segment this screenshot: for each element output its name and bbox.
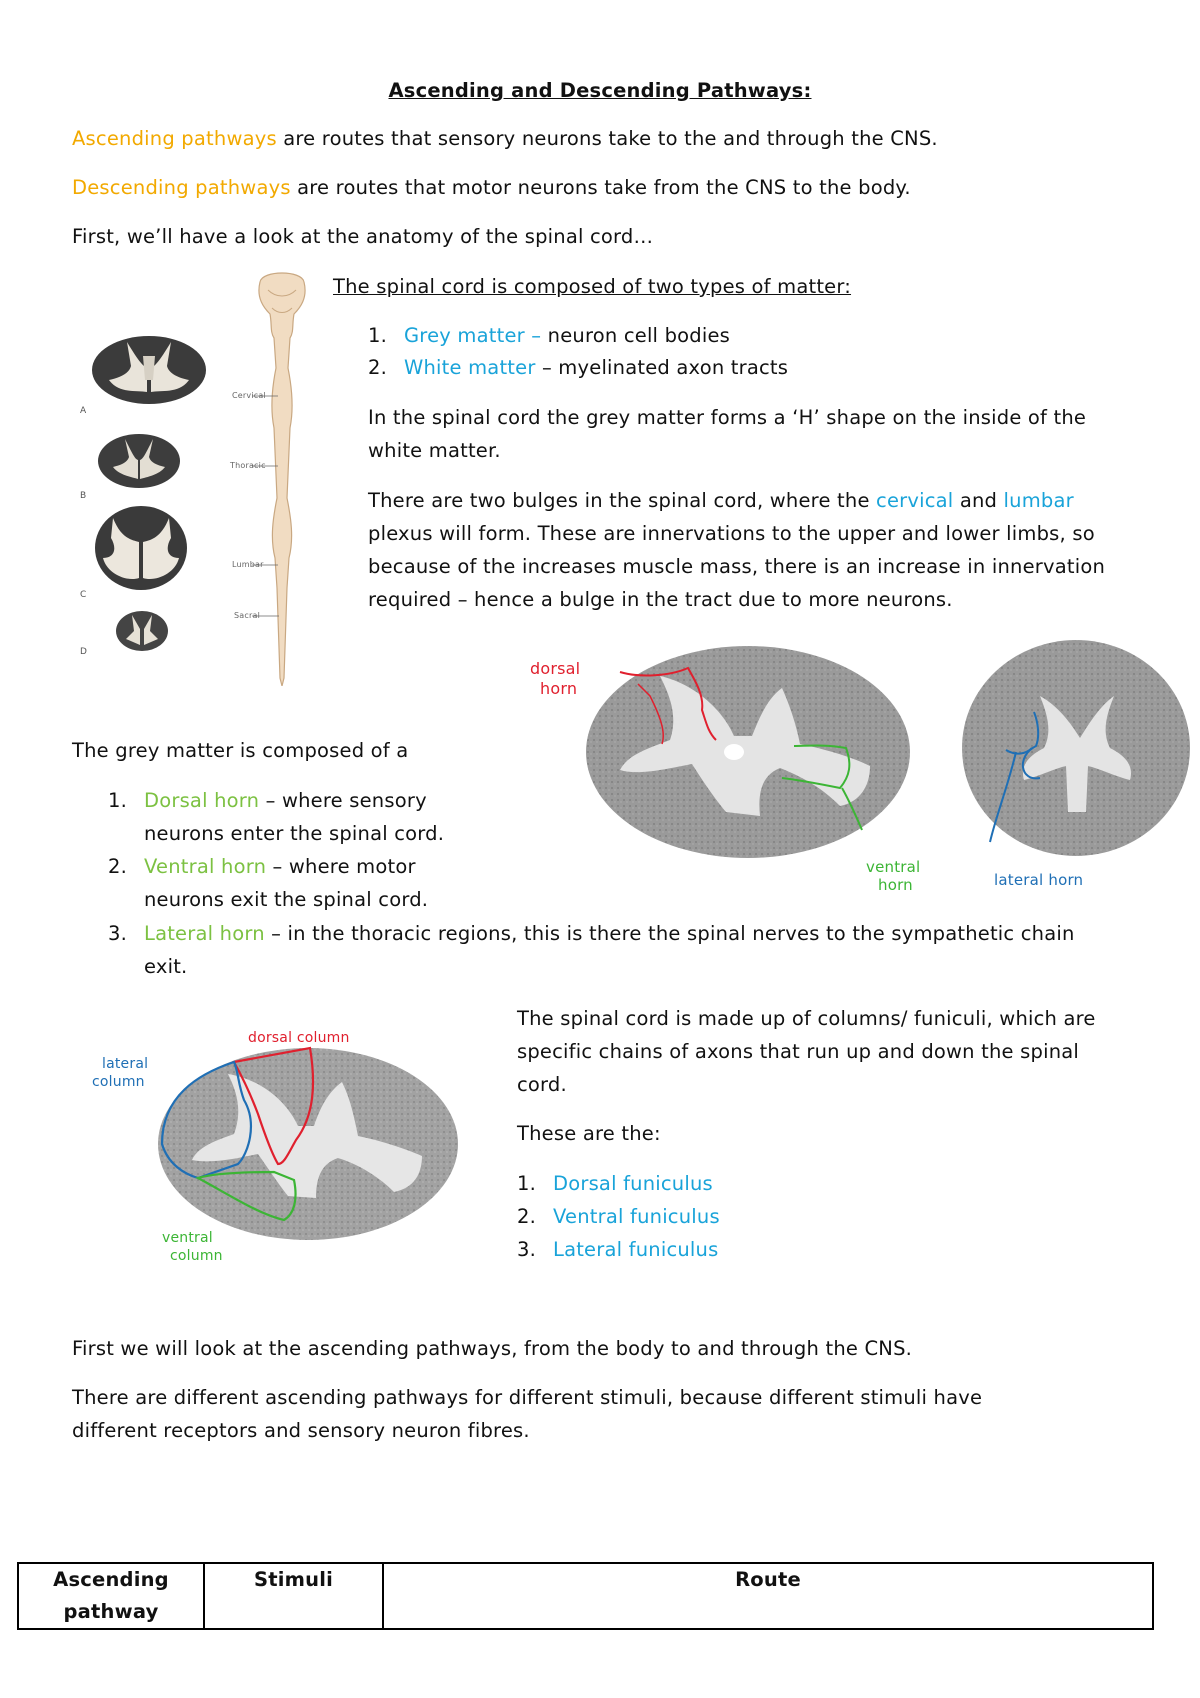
descending-definition-text: are routes that motor neurons take from the CNS to the body. [290,176,911,199]
descending-definition [72,171,911,204]
matter-heading: The spinal cord is composed of two types of matter: [333,275,852,298]
cervical-level-label: Cervical [232,391,266,400]
matter-item-2-number: 2. [368,356,388,379]
ventral-column-label-1: ventral [162,1230,213,1246]
section-b-label: B [80,491,87,501]
horn-item-1-number: 1. [108,789,128,812]
columns-these: These are the: [517,1122,661,1145]
lateral-funiculus-label: Lateral funiculus [553,1238,719,1261]
lumbar-term: lumbar [1003,489,1074,512]
grey-matter-term: Grey matter – [404,324,542,347]
grey-matter-text: neuron cell bodies [541,324,731,347]
ascending-definition-text: are routes that sensory neurons take to the and through the CNS. [276,127,938,150]
table-header-row [18,1563,1153,1629]
matter-item-2 [368,351,788,384]
anatomy-intro: First, we’ll have a look at the anatomy of the spinal cord… [72,225,654,248]
section-d-label: D [80,647,88,657]
section-d-image [116,611,168,651]
funiculus-item-3-number: 3. [517,1238,537,1261]
ascending-pathways-table [17,1562,1154,1630]
ventral-horn-text-1: – where motor [266,855,416,878]
lateral-horn-text-2: exit. [144,955,188,978]
section-b-image [98,434,180,488]
ventral-horn-label-2: horn [878,876,913,894]
lateral-horn-term: Lateral horn [144,922,265,945]
dorsal-horn-text-1: – where sensory [259,789,427,812]
bulge-line-1 [368,484,1074,517]
horn-item-3 [108,917,1075,950]
descending-term: Descending pathways [72,176,291,199]
funiculus-item-3 [517,1233,718,1266]
ventral-funiculus-label: Ventral funiculus [553,1205,720,1228]
ascending-intro-line: First we will look at the ascending pathways, from the body to and through the CNS. [72,1337,913,1360]
ascending-stimuli-line-2: different receptors and sensory neuron fibres. [72,1419,530,1442]
funiculus-item-2-number: 2. [517,1205,537,1228]
horn-item-1 [108,784,427,817]
header-stimuli: Stimuli [204,1563,383,1629]
columns-line-2: specific chains of axons that run up and down the spinal [517,1040,1080,1063]
funiculus-item-1-number: 1. [517,1172,537,1195]
funiculus-item-2 [517,1200,720,1233]
columns-line-1: The spinal cord is made up of columns/ funiculi, which are [517,1007,1096,1030]
ascending-term: Ascending pathways [72,127,277,150]
thoracic-level-label: Thoracic [230,461,266,470]
header-route: Route [383,1563,1153,1629]
h-shape-line-1: In the spinal cord the grey matter forms a ‘H’ shape on the inside of the [368,406,1087,429]
ventral-horn-text-2: neurons exit the spinal cord. [144,888,429,911]
ascending-definition [72,122,938,155]
section-c-label: C [80,590,87,600]
matter-item-1 [368,319,730,352]
columns-line-3: cord. [517,1073,567,1096]
horn-item-3-number: 3. [108,922,128,945]
horn-item-2-number: 2. [108,855,128,878]
dorsal-horn-term: Dorsal horn [144,789,260,812]
horn-cross-sections-figure [520,636,1200,898]
h-shape-line-2: white matter. [368,439,501,462]
bulge-line-2: plexus will form. These are innervations to the upper and lower limbs, so [368,522,1095,545]
dorsal-column-label: dorsal column [248,1030,350,1046]
grey-matter-intro: The grey matter is composed of a [72,739,409,762]
dorsal-horn-label-2: horn [540,679,578,698]
columns-cross-section-figure [88,1004,464,1276]
dorsal-funiculus-label: Dorsal funiculus [553,1172,713,1195]
page-title: Ascending and Descending Pathways: [388,79,812,102]
bulge-and: and [953,489,1004,512]
dorsal-horn-text-2: neurons enter the spinal cord. [144,822,445,845]
thoracic-cross-section [962,640,1190,856]
white-matter-term: White matter [404,356,536,379]
matter-item-1-number: 1. [368,324,388,347]
sacral-level-label: Sacral [234,611,260,620]
lateral-column-label-1: lateral [102,1056,149,1072]
ventral-horn-term: Ventral horn [144,855,267,878]
bulge-line-4: required – hence a bulge in the tract due to more neurons. [368,588,953,611]
lateral-horn-label: lateral horn [994,871,1084,889]
header-ascending-pathway: Ascending pathway [18,1563,204,1629]
lateral-column-label-2: column [92,1074,145,1090]
bulge-line-1-text: There are two bulges in the spinal cord, where the [368,489,877,512]
cervical-term: cervical [876,489,954,512]
section-a-label: A [80,406,87,416]
ventral-horn-label-1: ventral [866,858,921,876]
bulge-line-3: because of the increases muscle mass, there is an increase in innervation [368,555,1106,578]
horn-item-2 [108,850,416,883]
dorsal-horn-label-1: dorsal [530,659,581,678]
section-c-image [95,506,187,590]
funiculus-item-1 [517,1167,713,1200]
ascending-stimuli-line-1: There are different ascending pathways for different stimuli, because different stimuli have [72,1386,983,1409]
section-a-image [92,336,206,404]
ventral-column-label-2: column [170,1248,223,1264]
spinal-cord-sections-figure [72,268,327,686]
lumbar-level-label: Lumbar [232,560,264,569]
lateral-horn-text-1: – in the thoracic regions, this is there the spinal nerves to the sympathetic chain [264,922,1075,945]
white-matter-text: – myelinated axon tracts [535,356,789,379]
